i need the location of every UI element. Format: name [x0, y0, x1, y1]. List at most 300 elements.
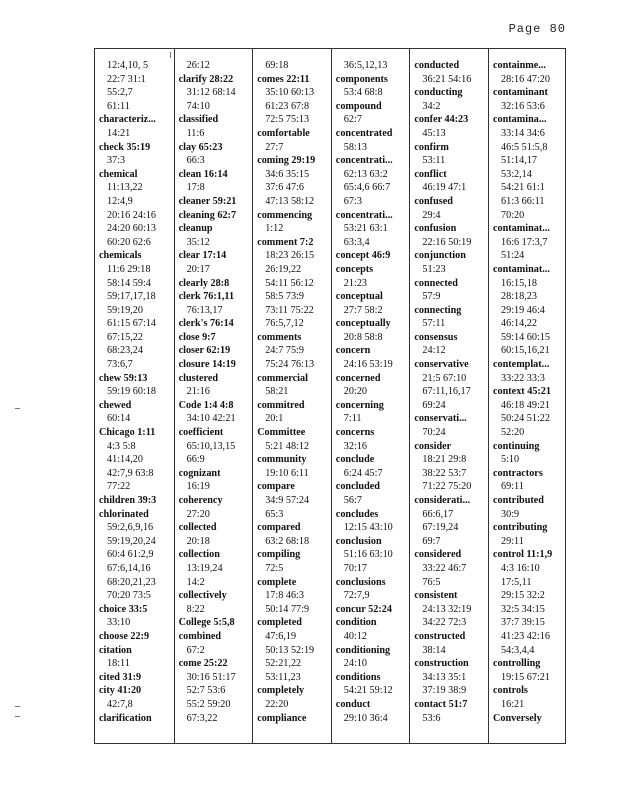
- page-line-refs: 58:21: [265, 386, 289, 398]
- page-line-refs: 50:14 77:9: [265, 603, 310, 615]
- page-line-refs: 34:6 35:15: [265, 168, 310, 180]
- page-line-refs: 12:4,9: [107, 195, 133, 207]
- index-term: characteriz...: [99, 114, 156, 126]
- page-line-refs: 17:8: [186, 182, 205, 194]
- scan-mark: [15, 716, 20, 717]
- page-line-refs: 51:23: [422, 263, 446, 275]
- page-line-refs: 33:22 46:7: [422, 562, 467, 574]
- page-line-refs: 46:18 49:21: [501, 399, 550, 411]
- page-line-refs: 59:19 60:18: [107, 386, 156, 398]
- index-term: close 9:7: [178, 331, 216, 343]
- page-line-refs: 69:24: [422, 399, 446, 411]
- page-line-refs: 18:11: [107, 658, 130, 670]
- page-line-refs: 24:13 32:19: [422, 603, 472, 615]
- index-term: compound: [335, 100, 382, 112]
- page-line-refs: 24:10: [343, 658, 368, 670]
- index-term: children 39:3: [99, 495, 157, 506]
- index-term: conducted: [414, 60, 460, 71]
- index-term: conceptually: [335, 318, 391, 330]
- index-term: contemplat...: [493, 359, 550, 371]
- page-line-refs: 66:6,17: [422, 508, 454, 520]
- page-line-refs: 65:3: [265, 508, 284, 520]
- page-line-refs: 29:19 46:4: [501, 304, 545, 316]
- scan-mark: [15, 706, 20, 707]
- page-line-refs: 5:21 48:12: [265, 440, 310, 452]
- index-term: coefficient: [178, 427, 224, 439]
- page-line-refs: 69:11: [501, 481, 524, 493]
- index-term: commercial: [257, 372, 308, 384]
- index-term: community: [257, 454, 307, 466]
- page-line-refs: 38:22 53:7: [422, 467, 467, 479]
- page-line-refs: 67:6,14,16: [107, 562, 151, 574]
- page-line-refs: 34:9 57:24: [265, 495, 310, 506]
- page-line-refs: 42:7,8: [107, 698, 133, 710]
- index-term: classified: [178, 114, 219, 126]
- page-line-refs: 36:5,12,13: [343, 60, 388, 71]
- index-term: coherency: [178, 495, 223, 506]
- index-term: chewed: [99, 399, 132, 411]
- index-term: commencing: [257, 209, 313, 221]
- page-line-refs: 70:24: [422, 427, 446, 439]
- index-term: concerning: [335, 399, 384, 411]
- index-term: comment 7:2: [257, 236, 314, 248]
- page-line-refs: 57:9: [422, 291, 441, 303]
- page-line-refs: 72:5 75:13: [265, 114, 310, 126]
- page-line-refs: 47:13 58:12: [265, 195, 315, 207]
- index-term: conjunction: [414, 250, 466, 262]
- page-line-refs: 60:20 62:6: [107, 236, 151, 248]
- page-line-refs: 50:13 52:19: [265, 644, 315, 656]
- index-column-1: [95, 49, 174, 743]
- page-line-refs: 8:22: [186, 603, 205, 615]
- page-line-refs: 74:10: [186, 100, 210, 112]
- index-term: concluded: [335, 481, 380, 493]
- page-line-refs: 33:14 34:6: [501, 127, 545, 139]
- index-term: complete: [257, 576, 297, 588]
- index-term: confusion: [414, 223, 457, 235]
- page-line-refs: 69:18: [265, 60, 289, 71]
- page-line-refs: 27:7 58:2: [343, 304, 383, 316]
- page-line-refs: 37:19 38:9: [422, 685, 467, 697]
- index-term: comments: [257, 331, 302, 343]
- page-line-refs: 45:13: [422, 127, 446, 139]
- page-line-refs: 67:15,22: [107, 331, 143, 343]
- page-line-refs: 62:13 63:2: [343, 168, 388, 180]
- index-term: context 45:21: [493, 386, 551, 398]
- page-line-refs: 67:2: [186, 644, 205, 656]
- index-term: connecting: [414, 304, 462, 316]
- index-term: clean 16:14: [178, 168, 228, 180]
- page-line-refs: 40:12: [343, 630, 368, 642]
- index-term: contaminat...: [493, 223, 550, 235]
- page-line-refs: 28:18,23: [501, 291, 537, 303]
- index-term: concentrati...: [335, 209, 393, 221]
- page-line-refs: 53:6: [422, 712, 441, 724]
- index-term: cleanup: [178, 223, 213, 235]
- page-line-refs: 67:3: [343, 195, 362, 207]
- index-term: Conversely: [493, 712, 542, 724]
- index-term: continuing: [493, 440, 540, 452]
- index-term: compliance: [257, 712, 307, 724]
- page-line-refs: 55:2,7: [107, 87, 133, 99]
- index-term: cleaner 59:21: [178, 195, 237, 207]
- page-line-refs: 46:14,22: [501, 318, 537, 330]
- page-line-refs: 67:19,24: [422, 522, 459, 534]
- page-line-refs: 70:20 73:5: [107, 590, 151, 602]
- page-line-refs: 33:22 33:3: [501, 372, 545, 384]
- index-term: consensus: [414, 331, 458, 343]
- page-line-refs: 24:7 75:9: [265, 345, 304, 357]
- index-term: completely: [257, 685, 305, 697]
- page-line-refs: 30:16 51:17: [186, 671, 236, 683]
- index-term: condition: [335, 617, 377, 629]
- index-term: contributing: [493, 522, 548, 534]
- page-line-refs: 20:18: [186, 535, 210, 547]
- page-line-refs: 72:5: [265, 562, 284, 574]
- page-line-refs: 46:19 47:1: [422, 182, 467, 194]
- page-line-refs: 75:24 76:13: [265, 359, 315, 371]
- page-line-refs: 16:6 17:3,7: [501, 236, 548, 248]
- page-line-refs: 59:19,20: [107, 304, 143, 316]
- page-line-refs: 11:13,22: [107, 182, 143, 194]
- page-line-refs: 54:21 59:12: [343, 685, 393, 697]
- page-line-refs: 20:20: [343, 386, 368, 398]
- index-term: control 11:1,9: [493, 549, 553, 561]
- word-index-table: [94, 48, 566, 744]
- index-term: clustered: [178, 372, 219, 384]
- page-line-refs: 32:16 53:6: [501, 100, 545, 112]
- page-line-refs: 29:4: [422, 209, 441, 221]
- index-term: concepts: [335, 263, 374, 275]
- index-term: construction: [414, 658, 469, 670]
- index-term: controlling: [493, 658, 541, 670]
- index-column-6: [488, 49, 567, 743]
- page-line-refs: 24:12: [422, 345, 446, 357]
- page-line-refs: 63:3,4: [343, 236, 370, 248]
- page-line-refs: 33:10: [107, 617, 131, 629]
- page-line-refs: 54:3,4,4: [501, 644, 535, 656]
- index-term: contaminat...: [493, 263, 550, 275]
- page-line-refs: 41:14,20: [107, 454, 143, 466]
- index-term: concerned: [335, 372, 381, 384]
- page-line-refs: 12:4,10, 5: [107, 60, 149, 71]
- index-term: conducting: [414, 87, 463, 99]
- page-line-refs: 65:10,13,15: [186, 440, 236, 452]
- page-line-refs: 35:10 60:13: [265, 87, 315, 99]
- page-line-refs: 26:19,22: [265, 263, 302, 275]
- index-term: consider: [414, 440, 452, 452]
- page-line-refs: 12:15 43:10: [343, 522, 393, 534]
- page-line-refs: 54:11 56:12: [265, 277, 314, 289]
- index-term: conduct: [335, 698, 371, 710]
- index-term: contributed: [493, 495, 544, 506]
- index-term: concentrated: [335, 127, 393, 139]
- page-line-refs: 22:7 31:1: [107, 73, 146, 85]
- index-term: closer 62:19: [178, 345, 231, 357]
- page-line-refs: 31:12 68:14: [186, 87, 236, 99]
- index-column-4: [331, 49, 410, 743]
- index-term: clarification: [99, 712, 152, 724]
- page-line-refs: 61:23 67:8: [265, 100, 310, 112]
- page-line-refs: 19:10 6:11: [265, 467, 309, 479]
- page-line-refs: 59:19,20,24: [107, 535, 156, 547]
- page-line-refs: 27:7: [265, 141, 284, 153]
- page-line-refs: 18:23 26:15: [265, 250, 315, 262]
- page-line-refs: 16:21: [501, 698, 525, 710]
- index-term: considered: [414, 549, 462, 561]
- index-term: contamina...: [493, 114, 547, 126]
- page-line-refs: 69:7: [422, 535, 441, 547]
- page-line-refs: 61:11: [107, 100, 130, 112]
- page-line-refs: 22:16 50:19: [422, 236, 472, 248]
- page-line-refs: 37:7 39:15: [501, 617, 545, 629]
- page-line-refs: 4:3 16:10: [501, 562, 540, 574]
- page-line-refs: 30:9: [501, 508, 520, 520]
- index-column-5: [409, 49, 488, 743]
- index-term: controls: [493, 685, 528, 697]
- page-line-refs: 68:20,21,23: [107, 576, 156, 588]
- page-line-refs: 52:7 53:6: [186, 685, 226, 697]
- page-line-refs: 71:22 75:20: [422, 481, 472, 493]
- page-line-refs: 67:3,22: [186, 712, 218, 724]
- scan-mark: [170, 52, 171, 58]
- index-term: compared: [257, 522, 301, 534]
- page-line-refs: 20:1: [265, 413, 284, 425]
- page-line-refs: 17:5,11: [501, 576, 532, 588]
- page-line-refs: 76:13,17: [186, 304, 223, 316]
- page-line-refs: 7:11: [343, 413, 362, 425]
- index-term: coming 29:19: [257, 155, 316, 167]
- index-term: connected: [414, 277, 458, 289]
- page-line-refs: 4:3 5:8: [107, 440, 136, 452]
- index-term: contractors: [493, 467, 543, 479]
- page-line-refs: 41:23 42:16: [501, 630, 550, 642]
- page-line-refs: 58:14 59:4: [107, 277, 151, 289]
- index-term: conclude: [335, 454, 375, 466]
- index-column-3: [252, 49, 331, 743]
- page-line-refs: 34:13 35:1: [422, 671, 467, 683]
- index-term: combined: [178, 630, 222, 642]
- page-line-refs: 63:2 68:18: [265, 535, 310, 547]
- index-term: clarify 28:22: [178, 73, 234, 85]
- index-term: Code 1:4 4:8: [178, 399, 234, 411]
- page-line-refs: 36:21 54:16: [422, 73, 472, 85]
- page-line-refs: 53:11: [422, 155, 446, 167]
- index-term: conflict: [414, 168, 447, 180]
- index-term: commitred: [257, 399, 305, 411]
- page-line-refs: 20:16 24:16: [107, 209, 156, 221]
- page-line-refs: 20:8 58:8: [343, 331, 383, 343]
- page-line-refs: 66:3: [186, 155, 205, 167]
- index-term: closure 14:19: [178, 359, 236, 371]
- index-term: compiling: [257, 549, 301, 561]
- page-line-refs: 55:2 59:20: [186, 698, 231, 710]
- index-term: concept 46:9: [335, 250, 391, 262]
- page-line-refs: 35:12: [186, 236, 210, 248]
- index-term: chew 59:13: [99, 372, 148, 384]
- page-line-refs: 34:10 42:21: [186, 413, 236, 425]
- page-line-refs: 61:15 67:14: [107, 318, 156, 330]
- page-line-refs: 65:4,6 66:7: [343, 182, 391, 194]
- index-term: contact 51:7: [414, 698, 468, 710]
- index-term: choice 33:5: [99, 603, 148, 615]
- page-number-label: Page 80: [508, 22, 566, 36]
- page-line-refs: 68:23,24: [107, 345, 143, 357]
- page-line-refs: 11:6 29:18: [107, 263, 151, 275]
- page-line-refs: 24:16 53:19: [343, 359, 393, 371]
- index-term: Chicago 1:11: [99, 427, 156, 439]
- page-line-refs: 46:5 51:5,8: [501, 141, 548, 153]
- index-term: confused: [414, 195, 453, 207]
- page-line-refs: 70:20: [501, 209, 525, 221]
- page-line-refs: 58:5 73:9: [265, 291, 304, 303]
- page-line-refs: 66:9: [186, 454, 205, 466]
- index-term: cleaning 62:7: [178, 209, 237, 221]
- page-line-refs: 59:14 60:15: [501, 331, 550, 343]
- page-line-refs: 32:16: [343, 440, 368, 452]
- page-line-refs: 24:20 60:13: [107, 223, 156, 235]
- page-line-refs: 13:19,24: [186, 562, 223, 574]
- scan-mark: [15, 408, 20, 409]
- index-term: concludes: [335, 508, 379, 520]
- index-term: concerns: [335, 427, 375, 439]
- index-term: containme...: [493, 60, 546, 71]
- index-term: come 25:22: [178, 658, 228, 670]
- page-line-refs: 34:2: [422, 100, 441, 112]
- page-line-refs: 73:6,7: [107, 359, 133, 371]
- page-line-refs: 58:13: [343, 141, 368, 153]
- page-line-refs: 1:12: [265, 223, 284, 235]
- page-line-refs: 76:5,7,12: [265, 318, 304, 330]
- page-line-refs: 37:3: [107, 155, 126, 167]
- index-term: clerk's 76:14: [178, 318, 234, 330]
- page-line-refs: 53:2,14: [501, 168, 532, 180]
- page-line-refs: 29:11: [501, 535, 524, 547]
- page-line-refs: 60:14: [107, 413, 131, 425]
- page-line-refs: 77:22: [107, 481, 131, 493]
- page-line-refs: 51:24: [501, 250, 525, 262]
- index-term: comes 22:11: [257, 73, 310, 85]
- page-line-refs: 19:15 67:21: [501, 671, 550, 683]
- page-line-refs: 53:4 68:8: [343, 87, 383, 99]
- index-term: Committee: [257, 427, 306, 439]
- index-term: clearly 28:8: [178, 277, 230, 289]
- index-term: components: [335, 73, 388, 85]
- page-line-refs: 60:15,16,21: [501, 345, 550, 357]
- page-line-refs: 18:21 29:8: [422, 454, 467, 466]
- page-line-refs: 60:4 61:2,9: [107, 549, 154, 561]
- index-term: conclusion: [335, 535, 382, 547]
- page-line-refs: 11:6: [186, 127, 205, 139]
- index-term: cited 31:9: [99, 671, 142, 683]
- page-line-refs: 28:16 47:20: [501, 73, 550, 85]
- index-term: clay 65:23: [178, 141, 223, 153]
- index-term: concur 52:24: [335, 603, 392, 615]
- page-line-refs: 50:24 51:22: [501, 413, 550, 425]
- page-line-refs: 53:11,23: [265, 671, 301, 683]
- index-term: contaminant: [493, 87, 548, 99]
- page-line-refs: 32:5 34:15: [501, 603, 545, 615]
- index-term: College 5:5,8: [178, 617, 235, 629]
- page-line-refs: 51:16 63:10: [343, 549, 393, 561]
- page-line-refs: 20:17: [186, 263, 210, 275]
- page-line-refs: 16:19: [186, 481, 210, 493]
- page-line-refs: 37:6 47:6: [265, 182, 304, 194]
- page-line-refs: 76:5: [422, 576, 441, 588]
- page-line-refs: 27:20: [186, 508, 210, 520]
- index-term: check 35:19: [99, 141, 151, 153]
- page-line-refs: 21:23: [343, 277, 368, 289]
- index-term: conservati...: [414, 413, 467, 425]
- index-term: conclusions: [335, 576, 386, 588]
- page-line-refs: 54:21 61:1: [501, 182, 545, 194]
- page-line-refs: 42:7,9 63:8: [107, 467, 154, 479]
- index-term: comfortable: [257, 127, 310, 139]
- index-term: chlorinated: [99, 508, 149, 520]
- page-line-refs: 5:10: [501, 454, 520, 466]
- page-line-refs: 56:7: [343, 495, 362, 506]
- page-line-refs: 52:20: [501, 427, 525, 439]
- index-term: constructed: [414, 630, 466, 642]
- index-term: city 41:20: [99, 685, 142, 697]
- page-line-refs: 51:14,17: [501, 155, 537, 167]
- index-term: concern: [335, 345, 371, 357]
- page-line-refs: 22:20: [265, 698, 289, 710]
- index-term: clear 17:14: [178, 250, 227, 262]
- index-term: conservative: [414, 359, 469, 371]
- index-term: concentrati...: [335, 155, 393, 167]
- page-line-refs: 16:15,18: [501, 277, 537, 289]
- index-term: chemical: [99, 168, 138, 180]
- index-term: completed: [257, 617, 302, 629]
- index-term: conceptual: [335, 291, 383, 303]
- page-line-refs: 61:3 66:11: [501, 195, 545, 207]
- index-term: choose 22:9: [99, 630, 150, 642]
- index-term: consistent: [414, 590, 458, 602]
- index-term: collection: [178, 549, 220, 561]
- page-line-refs: 59:2,6,9,16: [107, 522, 154, 534]
- page-line-refs: 29:10 36:4: [343, 712, 388, 724]
- index-term: collected: [178, 522, 217, 534]
- page-line-refs: 26:12: [186, 60, 210, 71]
- page-line-refs: 38:14: [422, 644, 446, 656]
- page-line-refs: 52:21,22: [265, 658, 302, 670]
- index-term: cognizant: [178, 467, 221, 479]
- page-line-refs: 53:21 63:1: [343, 223, 388, 235]
- index-term: compare: [257, 481, 295, 493]
- page-line-refs: 29:15 32:2: [501, 590, 545, 602]
- index-term: chemicals: [99, 250, 142, 262]
- page-line-refs: 21:5 67:10: [422, 372, 467, 384]
- index-term: conditioning: [335, 644, 391, 656]
- index-term: confirm: [414, 141, 449, 153]
- index-term: conditions: [335, 671, 381, 683]
- page-line-refs: 57:11: [422, 318, 446, 330]
- index-term: citation: [99, 644, 132, 656]
- page-line-refs: 17:8 46:3: [265, 590, 304, 602]
- page-line-refs: 6:24 45:7: [343, 467, 383, 479]
- index-term: collectively: [178, 590, 227, 602]
- page-line-refs: 14:2: [186, 576, 205, 588]
- page-line-refs: 73:11 75:22: [265, 304, 314, 316]
- index-column-2: [174, 49, 253, 743]
- index-term: clerk 76:1,11: [178, 291, 235, 303]
- page-line-refs: 70:17: [343, 562, 368, 574]
- page-line-refs: 67:11,16,17: [422, 386, 471, 398]
- page-line-refs: 47:6,19: [265, 630, 297, 642]
- page-line-refs: 34:22 72:3: [422, 617, 467, 629]
- page-line-refs: 14:21: [107, 127, 131, 139]
